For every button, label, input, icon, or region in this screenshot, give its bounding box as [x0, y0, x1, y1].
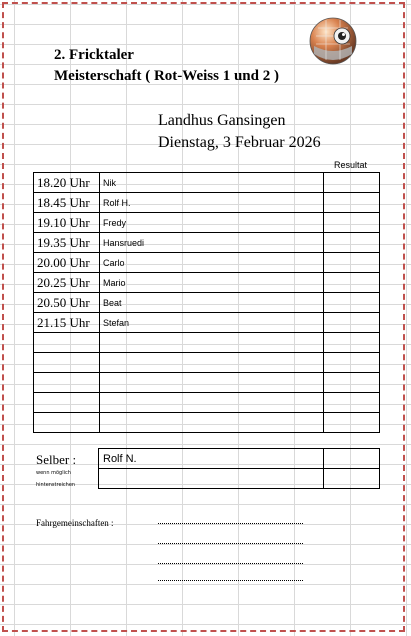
- schedule-name-cell[interactable]: Carlo: [100, 253, 324, 273]
- schedule-result-cell[interactable]: [324, 413, 380, 433]
- carpool-line-4[interactable]: [158, 580, 303, 581]
- schedule-result-cell[interactable]: [324, 393, 380, 413]
- carpool-line-3[interactable]: [158, 563, 303, 564]
- schedule-table: [33, 172, 380, 433]
- schedule-time-cell: [34, 333, 100, 353]
- selber-result-cell[interactable]: [324, 449, 380, 469]
- schedule-time-cell: [34, 393, 100, 413]
- schedule-result-cell[interactable]: [324, 313, 380, 333]
- schedule-result-cell[interactable]: [324, 333, 380, 353]
- carpool-line-2[interactable]: [158, 543, 303, 544]
- schedule-row: [34, 413, 380, 433]
- schedule-name-cell[interactable]: Stefan: [100, 313, 324, 333]
- schedule-row: [34, 333, 380, 353]
- title-line-2: Meisterschaft ( Rot-Weiss 1 und 2 ): [54, 68, 279, 84]
- schedule-row: [34, 213, 380, 233]
- selber-name-cell[interactable]: Rolf N.: [99, 449, 324, 469]
- schedule-name-cell[interactable]: [100, 333, 324, 353]
- schedule-result-cell[interactable]: [324, 293, 380, 313]
- schedule-result-cell[interactable]: [324, 213, 380, 233]
- schedule-name-cell[interactable]: Beat: [100, 293, 324, 313]
- selber-row-blank: [99, 469, 380, 489]
- schedule-row: [34, 393, 380, 413]
- selber-hint-line-2: hintenstreichen: [36, 482, 76, 488]
- schedule-name-cell[interactable]: [100, 413, 324, 433]
- schedule-row: [34, 313, 380, 333]
- schedule-time-cell: 20.25 Uhr: [34, 273, 100, 293]
- selber-hint-line-1: wenn möglich: [36, 470, 71, 476]
- schedule-row: [34, 253, 380, 273]
- schedule-time-cell: 19.10 Uhr: [34, 213, 100, 233]
- schedule-name-cell[interactable]: [100, 373, 324, 393]
- schedule-name-cell[interactable]: Rolf H.: [100, 193, 324, 213]
- selber-row: [99, 449, 380, 469]
- billiard-ball-logo-icon: [308, 16, 358, 66]
- schedule-time-cell: 21.15 Uhr: [34, 313, 100, 333]
- result-column-header: Resultat: [334, 160, 368, 170]
- schedule-result-cell[interactable]: [324, 353, 380, 373]
- selber-table: [98, 448, 380, 489]
- schedule-time-cell: 18.20 Uhr: [34, 173, 100, 193]
- schedule-row: [34, 353, 380, 373]
- schedule-result-cell[interactable]: [324, 273, 380, 293]
- selber-result-cell-blank[interactable]: [324, 469, 380, 489]
- schedule-time-cell: 19.35 Uhr: [34, 233, 100, 253]
- carpool-label: Fahrgemeinschaften :: [36, 518, 114, 528]
- schedule-name-cell[interactable]: Nik: [100, 173, 324, 193]
- schedule-row: [34, 173, 380, 193]
- schedule-row: [34, 273, 380, 293]
- schedule-time-cell: [34, 353, 100, 373]
- selber-name-cell-blank[interactable]: [99, 469, 324, 489]
- schedule-row: [34, 233, 380, 253]
- schedule-row: [34, 293, 380, 313]
- schedule-result-cell[interactable]: [324, 373, 380, 393]
- schedule-result-cell[interactable]: [324, 233, 380, 253]
- schedule-result-cell[interactable]: [324, 193, 380, 213]
- schedule-time-cell: 18.45 Uhr: [34, 193, 100, 213]
- schedule-name-cell[interactable]: [100, 393, 324, 413]
- schedule-row: [34, 193, 380, 213]
- schedule-result-cell[interactable]: [324, 253, 380, 273]
- carpool-line-1[interactable]: [158, 523, 303, 524]
- selber-label: Selber :: [36, 452, 77, 467]
- schedule-name-cell[interactable]: Fredy: [100, 213, 324, 233]
- event-date: Dienstag, 3 Februar 2026: [158, 134, 321, 151]
- schedule-time-cell: 20.50 Uhr: [34, 293, 100, 313]
- schedule-name-cell[interactable]: Mario: [100, 273, 324, 293]
- schedule-name-cell[interactable]: Hansruedi: [100, 233, 324, 253]
- schedule-name-cell[interactable]: [100, 353, 324, 373]
- schedule-row: [34, 373, 380, 393]
- title-line-1: 2. Fricktaler: [54, 47, 134, 63]
- schedule-time-cell: [34, 413, 100, 433]
- schedule-time-cell: [34, 373, 100, 393]
- schedule-time-cell: 20.00 Uhr: [34, 253, 100, 273]
- venue-name: Landhus Gansingen: [158, 112, 286, 129]
- schedule-result-cell[interactable]: [324, 173, 380, 193]
